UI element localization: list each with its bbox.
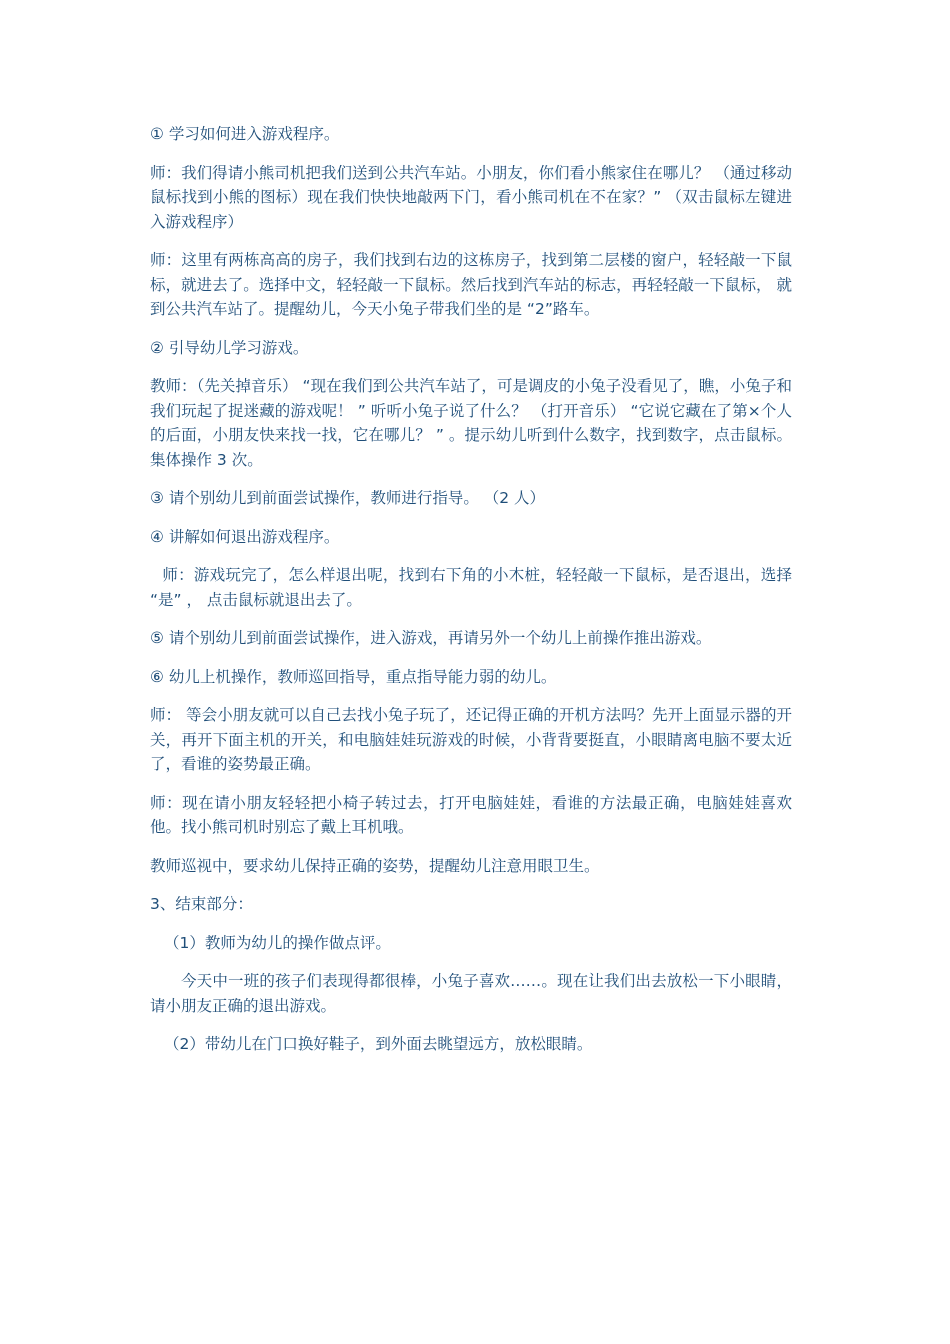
sub-item-heading: （2）带幼儿在门口换好鞋子，到外面去眺望远方，放松眼睛。: [164, 1035, 593, 1053]
sub-item-heading: （1）教师为幼儿的操作做点评。: [164, 933, 391, 952]
body-paragraph: 教师巡视中，要求幼儿保持正确的姿势，提醒幼儿注意用眼卫生。: [150, 856, 600, 875]
step-1-heading: ① 学习如何进入游戏程序。: [150, 125, 340, 143]
body-paragraph: 今天中一班的孩子们表现得都很棒，小兔子喜欢……。现在让我们出去放松一下小眼睛，请小朋友正确的退出游戏。: [150, 972, 792, 1015]
step-3-heading: ③ 请个别幼儿到前面尝试操作，教师进行指导。 （2 人）: [150, 489, 546, 507]
teacher-dialogue-paragraph: 师：我们得请小熊司机把我们送到公共汽车站。小朋友，你们看小熊家住在哪儿？ （通过移动鼠标找到小熊的图标）现在我们快快地敲两下门，看小熊司机在不在家？” （双击鼠标左键进入游戏程序）: [150, 163, 792, 231]
step-6-heading: ⑥ 幼儿上机操作，教师巡回指导，重点指导能力弱的幼儿。: [150, 667, 557, 686]
section-heading: 3、结束部分：: [150, 895, 253, 913]
teacher-dialogue-paragraph: 师：现在请小朋友轻轻把小椅子转过去，打开电脑娃娃，看谁的方法最正确，电脑娃娃喜欢他。找小熊司机时别忘了戴上耳机哦。: [150, 793, 792, 836]
teacher-dialogue-paragraph: 师：游戏玩完了，怎么样退出呢，找到右下角的小木桩，轻轻敲一下鼠标，是否退出，选择 “是” ， 点击鼠标就退出去了。: [150, 566, 792, 609]
teacher-dialogue-paragraph: 师：这里有两栋高高的房子，我们找到右边的这栋房子，找到第二层楼的窗户，轻轻敲一下鼠标，就进去了。选择中文，轻轻敲一下鼠标。然后找到汽车站的标志，再轻轻敲一下鼠标， 就到公共汽车站了。提醒幼儿，今天小兔子带我们坐的是 “2”路车。: [150, 251, 792, 318]
step-5-heading: ⑤ 请个别幼儿到前面尝试操作，进入游戏，再请另外一个幼儿上前操作推出游戏。: [150, 629, 712, 647]
step-2-heading: ② 引导幼儿学习游戏。: [150, 338, 309, 357]
teacher-dialogue-paragraph: 教师：（先关掉音乐） “现在我们到公共汽车站了，可是调皮的小兔子没看见了，瞧，小兔子和我们玩起了捉迷藏的游戏呢！ ” 听听小兔子说了什么？ （打开音乐） “它说它藏在了第×个人的后面，小朋友快来找一找，它在哪儿？ ” 。提示幼儿听到什么数字，找到数字，点击鼠标。集体操作 3 次。: [150, 377, 792, 469]
document-body: [150, 122, 792, 1071]
step-4-heading: ④ 讲解如何退出游戏程序。: [150, 527, 340, 546]
teacher-dialogue-paragraph: 师： 等会小朋友就可以自己去找小兔子玩了，还记得正确的开机方法吗？先开上面显示器的开关，再开下面主机的开关，和电脑娃娃玩游戏的时候，小背背要挺直，小眼睛离电脑不要太近了，看谁的姿势最正确。: [150, 706, 792, 773]
